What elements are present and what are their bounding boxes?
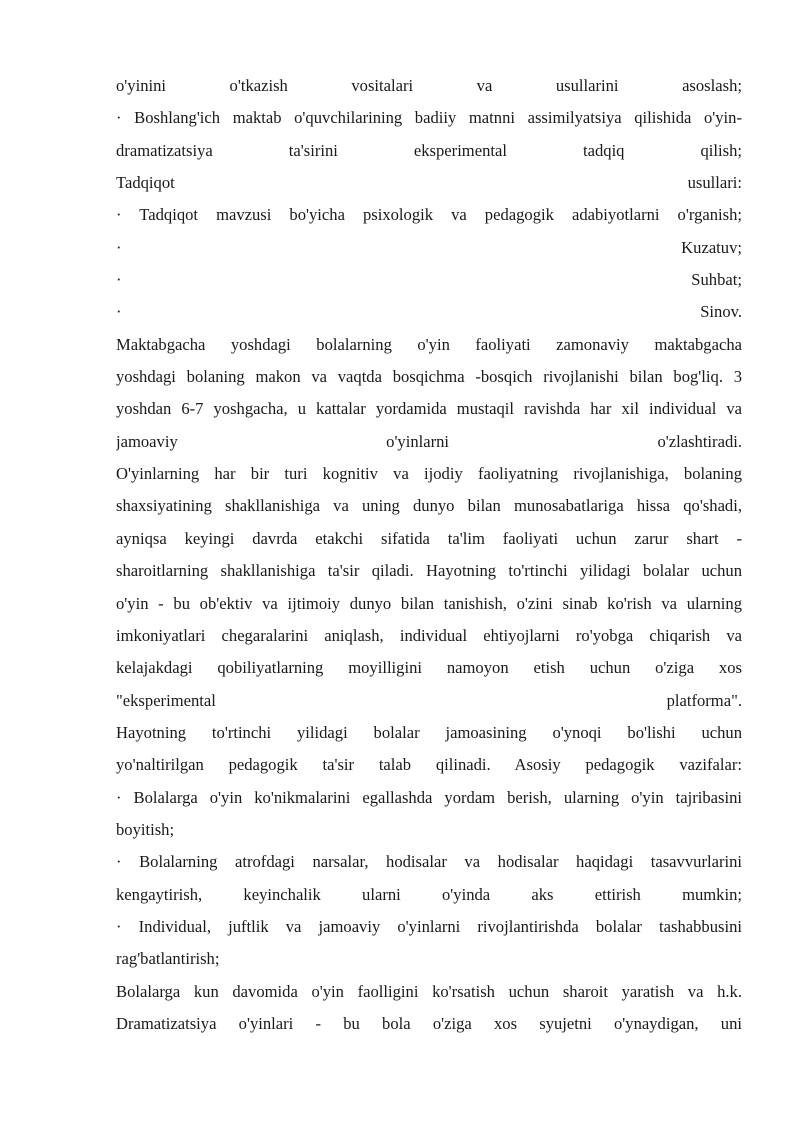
text-line: · Bolalarning atrofdagi narsalar, hodisalar va hodisalar haqidagi tasavvurlarini bbox=[116, 852, 742, 872]
text-line: · Tadqiqot mavzusi bo'yicha psixologik va pedagogik adabiyotlarni o'rganish; bbox=[116, 205, 742, 225]
text-line: sharoitlarning shakllanishiga ta'sir qiladi. Hayotning to'rtinchi yilidagi bolalar uchun bbox=[116, 561, 742, 581]
text-line: "eksperimental platforma". bbox=[116, 690, 742, 710]
text-line: Hayotning to'rtinchi yilidagi bolalar jamoasining o'ynoqi bo'lishi uchun bbox=[116, 722, 742, 742]
text-line: dramatizatsiya ta'sirini eksperimental tadqiq qilish; bbox=[116, 140, 742, 160]
text-line: jamoaviy o'yinlarni o'zlashtiradi. bbox=[116, 431, 742, 451]
text-line: · Kuzatuv; bbox=[116, 237, 742, 257]
text-line: · Bolalarga o'yin ko'nikmalarini egallashda yordam berish, ularning o'yin tajribasini bbox=[116, 787, 742, 807]
text-line: o'yinini o'tkazish vositalari va usullarini asoslash; bbox=[116, 76, 742, 95]
text-line: Maktabgacha yoshdagi bolalarning o'yin faoliyati zamonaviy maktabgacha bbox=[116, 334, 742, 354]
text-line: Dramatizatsiya o'yinlari - bu bola o'ziga xos syujetni o'ynaydigan, uni bbox=[116, 1013, 742, 1033]
text-line: Tadqiqot usullari: bbox=[116, 173, 742, 193]
text-line: ayniqsa keyingi davrda etakchi sifatida ta'lim faoliyati uchun zarur shart - bbox=[116, 528, 742, 548]
document-page bbox=[116, 70, 742, 1040]
text-line: o'yin - bu ob'ektiv va ijtimoiy dunyo bilan tanishish, o'zini sinab ko'rish va ularning bbox=[116, 593, 742, 613]
text-line: · Boshlang'ich maktab o'quvchilarining badiiy matnni assimilyatsiya qilishida o'yin- bbox=[116, 108, 742, 128]
text-line: yoshdagi bolaning makon va vaqtda bosqichma -bosqich rivojlanishi bilan bog'liq. 3 bbox=[116, 367, 742, 387]
text-line: shaxsiyatining shakllanishiga va uning dunyo bilan munosabatlariga hissa qo'shadi, bbox=[116, 496, 742, 516]
text-line: · Suhbat; bbox=[116, 270, 742, 290]
text-line: O'yinlarning har bir turi kognitiv va ijodiy faoliyatning rivojlanishiga, bolaning bbox=[116, 464, 742, 484]
text-line: yo'naltirilgan pedagogik ta'sir talab qilinadi. Asosiy pedagogik vazifalar: bbox=[116, 755, 742, 775]
text-line: Bolalarga kun davomida o'yin faolligini ko'rsatish uchun sharoit yaratish va h.k. bbox=[116, 981, 742, 1001]
text-line: kelajakdagi qobiliyatlarning moyilligini namoyon etish uchun o'ziga xos bbox=[116, 658, 742, 678]
text-line: rag'batlantirish; bbox=[116, 949, 220, 969]
text-line: · Individual, juftlik va jamoaviy o'yinlarni rivojlantirishda bolalar tashabbusini bbox=[116, 916, 742, 936]
text-line: boyitish; bbox=[116, 819, 175, 839]
text-line: · Sinov. bbox=[116, 302, 742, 322]
text-line: imkoniyatlari chegaralarini aniqlash, individual ehtiyojlarni ro'yobga chiqarish va bbox=[116, 625, 742, 645]
text-line: kengaytirish, keyinchalik ularni o'yinda aks ettirish mumkin; bbox=[116, 884, 742, 904]
text-line: yoshdan 6-7 yoshgacha, u kattalar yordamida mustaqil ravishda har xil individual va bbox=[116, 399, 742, 419]
